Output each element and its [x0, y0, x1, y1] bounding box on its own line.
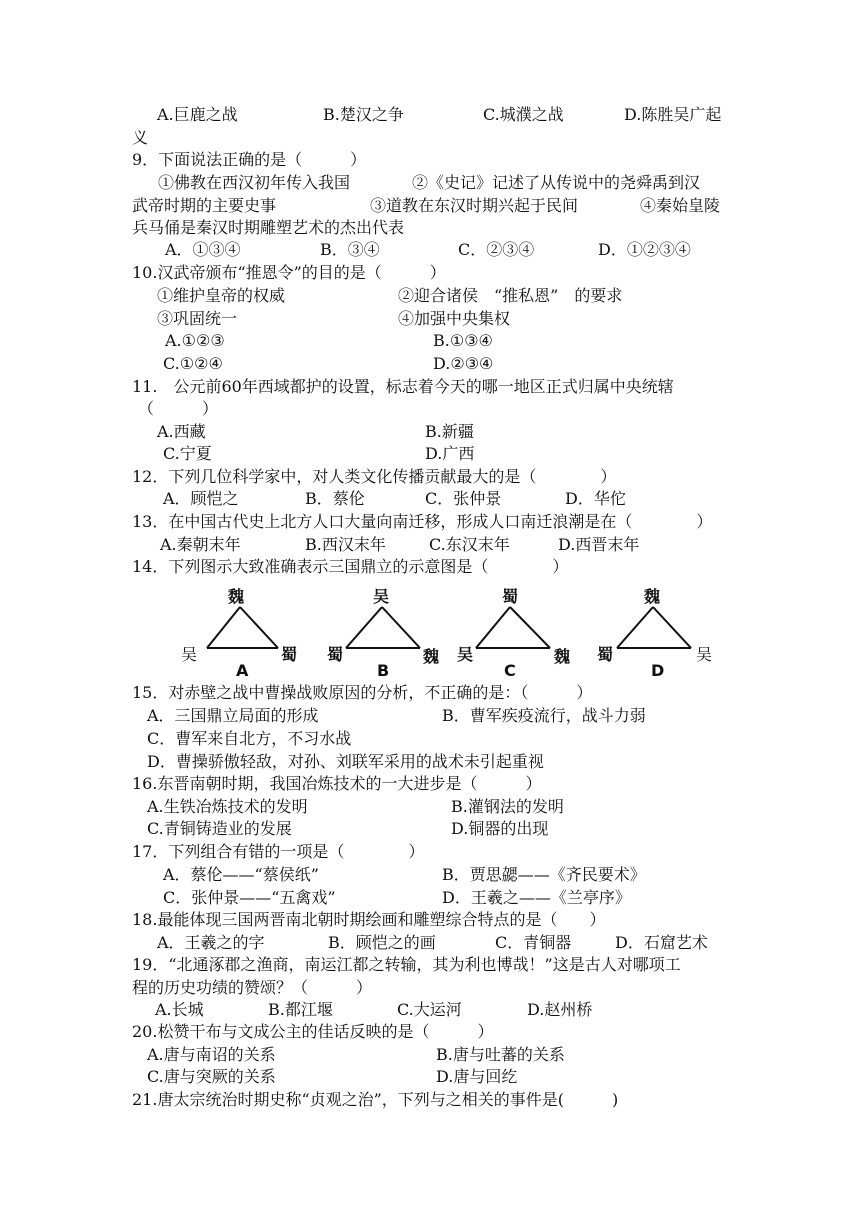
- q19-option-a: A.长城: [155, 1000, 204, 1019]
- diagram-b-top: 吴: [373, 587, 390, 606]
- q11-option-d: D.广西: [425, 444, 475, 463]
- q11-stem: 11. 公元前60年西域都护的设置，标志着今天的哪一地区正式归属中央统辖: [132, 377, 674, 396]
- q17-option-c: C．张仲景——“五禽戏”: [163, 888, 336, 907]
- q20-option-a: A.唐与南诏的关系: [147, 1045, 276, 1064]
- q9-item-2-cont: 武帝时期的主要史事: [132, 196, 277, 215]
- q16-option-a: A.生铁冶炼技术的发明: [147, 797, 308, 816]
- q8-option-d: D.陈胜吴广起: [624, 105, 722, 124]
- q10-option-d: D.②③④: [433, 354, 494, 373]
- q13-option-c: C.东汉末年: [429, 535, 510, 554]
- diagram-c-right: 魏: [554, 647, 571, 666]
- q19-stem-cont: 程的历史功绩的赞颂？（ ）: [132, 978, 373, 997]
- diagram-c: [457, 587, 570, 680]
- q12-option-d: D．华佗: [565, 489, 626, 508]
- q8-option-c: C.城濮之战: [483, 105, 564, 124]
- q15-option-d: D．曹操骄傲轻敌，对孙、刘联军采用的战术未引起重视: [147, 752, 544, 771]
- q17-stem: 17．下列组合有错的一项是（ ）: [132, 842, 425, 861]
- q9-option-b: B．③④: [320, 240, 380, 259]
- q19-option-c: C.大运河: [397, 1000, 462, 1019]
- q11-paren: （ ）: [138, 399, 219, 418]
- diagram-a-left: 吴: [181, 645, 198, 664]
- diagram-d-label: D: [651, 661, 665, 680]
- q20-option-b: B.唐与吐蕃的关系: [436, 1045, 565, 1064]
- q18-option-b: B．顾恺之的画: [328, 933, 436, 952]
- q9-option-c: C．②③④: [458, 240, 535, 259]
- diagram-c-left: 吴: [457, 645, 474, 664]
- q19-option-d: D.赵州桥: [527, 1000, 593, 1019]
- q15-option-c: C．曹军来自北方，不习水战: [147, 729, 352, 748]
- q14-stem: 14．下列图示大致准确表示三国鼎立的示意图是（ ）: [132, 557, 569, 576]
- q11-option-c: C.宁夏: [163, 444, 212, 463]
- diagram-d-top: 魏: [644, 587, 661, 606]
- diagram-b: [327, 587, 439, 680]
- q10-option-c: C.①②④: [163, 354, 223, 373]
- q10-item-2: ②迎合诸侯 “推私恩” 的要求: [398, 286, 623, 305]
- q9-item-1: ①佛教在西汉初年传入我国: [158, 173, 351, 192]
- q11-option-a: A.西藏: [157, 422, 206, 441]
- diagram-a-top: 魏: [228, 587, 245, 606]
- q10-item-1: ①维护皇帝的权威: [157, 286, 286, 305]
- q20-stem: 20.松赞干布与文成公主的佳话反映的是（ ）: [132, 1022, 494, 1041]
- q21-stem: 21.唐太宗统治时期史称“贞观之治”，下列与之相关的事件是( ): [132, 1090, 619, 1109]
- q9-item-4-cont: 兵马俑是秦汉时期雕塑艺术的杰出代表: [132, 218, 405, 237]
- q19-option-b: B.都江堰: [268, 1000, 333, 1019]
- diagram-b-label: B: [377, 661, 390, 680]
- q11-option-b: B.新疆: [425, 422, 474, 441]
- q12-option-c: C．张仲景: [425, 489, 502, 508]
- diagram-d-left: 蜀: [597, 645, 614, 664]
- q13-option-d: D.西晋末年: [558, 535, 640, 554]
- q16-stem: 16.东晋南朝时期，我国冶炼技术的一大进步是（ ）: [132, 774, 542, 793]
- q9-item-4: ④秦始皇陵: [640, 196, 721, 215]
- q12-option-b: B．蔡伦: [305, 489, 365, 508]
- diagram-b-right: 魏: [423, 647, 440, 666]
- q12-option-a: A．顾恺之: [163, 489, 239, 508]
- q17-option-b: B．贾思勰——《齐民要术》: [442, 865, 646, 884]
- diagram-b-left: 蜀: [327, 645, 344, 664]
- q13-stem: 13．在中国古代史上北方人口大量向南迁移，形成人口南迁浪潮是在（ ）: [132, 512, 713, 531]
- q15-option-a: A．三国鼎立局面的形成: [147, 706, 319, 725]
- q10-item-3: ③巩固统一: [157, 309, 238, 328]
- q10-option-b: B.①③④: [433, 331, 493, 350]
- q10-option-a: A.①②③: [165, 331, 225, 350]
- q19-stem: 19．“北通涿郡之渔商，南运江都之转输，其为利也博哉！”这是古人对哪项工: [132, 955, 681, 974]
- q20-option-d: D.唐与回纥: [436, 1067, 518, 1086]
- q9-item-2: ②《史记》记述了从传说中的尧舜禹到汉: [412, 173, 701, 192]
- q20-option-c: C.唐与突厥的关系: [147, 1067, 276, 1086]
- q10-item-4: ④加强中央集权: [398, 309, 511, 328]
- diagram-a: [181, 587, 297, 680]
- q9-option-a: A．①③④: [165, 240, 241, 259]
- q18-option-c: C．青铜器: [495, 933, 572, 952]
- q9-option-d: D．①②③④: [598, 240, 691, 259]
- q13-option-a: A.秦朝末年: [160, 535, 241, 554]
- three-kingdoms-diagrams: [170, 580, 730, 680]
- q18-option-a: A．王羲之的字: [157, 933, 265, 952]
- q8-option-a: A.巨鹿之战: [157, 105, 238, 124]
- q8-option-d-wrap: 义: [132, 128, 149, 147]
- diagram-d-right: 吴: [696, 645, 713, 664]
- q8-option-b: B.楚汉之争: [323, 105, 404, 124]
- q16-option-d: D.铜器的出现: [451, 819, 549, 838]
- q15-stem: 15．对赤壁之战中曹操战败原因的分析，不正确的是：（ ）: [132, 683, 593, 702]
- diagram-a-label: A: [236, 661, 249, 680]
- q10-stem: 10.汉武帝颁布“推恩令”的目的是（ ）: [132, 263, 446, 282]
- q9-stem: 9．下面说法正确的是（ ）: [132, 150, 367, 169]
- q17-option-d: D．王羲之——《兰亭序》: [442, 888, 631, 907]
- diagram-c-top: 蜀: [502, 587, 519, 606]
- diagram-c-label: C: [504, 661, 516, 680]
- q16-option-c: C.青铜铸造业的发展: [147, 819, 292, 838]
- q15-option-b: B．曹军疾疫流行，战斗力弱: [442, 706, 646, 725]
- q13-option-b: B.西汉末年: [305, 535, 386, 554]
- q17-option-a: A．蔡伦——“蔡侯纸”: [163, 865, 319, 884]
- diagram-d: [597, 587, 712, 680]
- q16-option-b: B.灌钢法的发明: [451, 797, 564, 816]
- q9-item-3: ③道教在东汉时期兴起于民间: [370, 196, 579, 215]
- diagram-a-right: 蜀: [281, 645, 298, 664]
- q12-stem: 12．下列几位科学家中，对人类文化传播贡献最大的是（ ）: [132, 467, 617, 486]
- q18-stem: 18.最能体现三国两晋南北朝时期绘画和雕塑综合特点的是（ ）: [132, 910, 606, 929]
- q18-option-d: D．石窟艺术: [615, 933, 708, 952]
